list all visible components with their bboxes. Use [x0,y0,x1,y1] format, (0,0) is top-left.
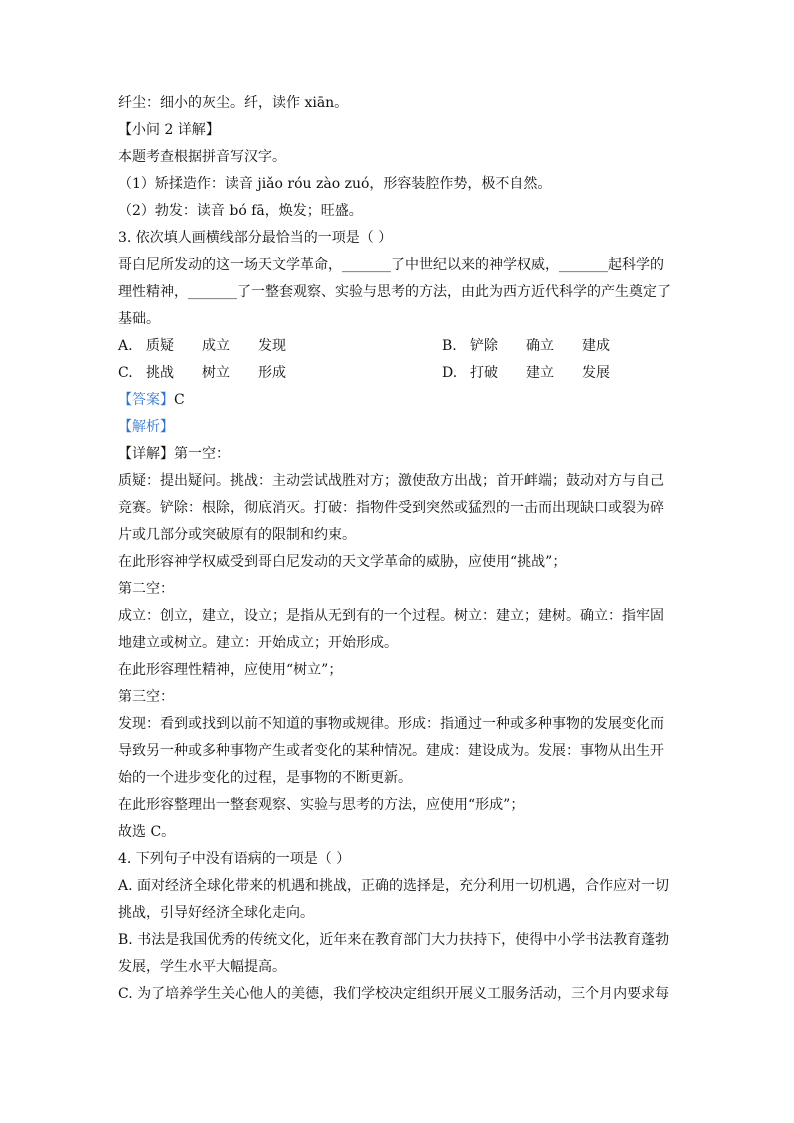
explanation-line: 竞赛。铲除：根除，彻底消灭。打破：指物件受到突然或猛烈的一击而出现缺口或裂为碎 [118,500,664,516]
q3-options-row-2 [118,360,676,387]
q4-stem: 4. 下列句子中没有语病的一项是（ ） [118,851,351,867]
detail-line [118,441,676,468]
explanation-line: 在此形容理性精神，应使用“树立”； [118,662,343,678]
answer-line [118,387,676,414]
explanation-line: 导致另一种或多种事物产生或者变化的某种情况。建成：建设成为。发展：事物从出生开 [118,743,664,759]
detail-first-blank: 第一空： [174,446,230,462]
detail-tag: 【详解】 [118,446,174,462]
option-word: 成立 [202,338,230,354]
q4-line: B. 书法是我国优秀的传统文化，近年来在教育部门大力扶持下，使得中小学书法教育蓬勃 [118,932,670,948]
option-b [442,333,638,360]
option-word: 建成 [582,338,610,354]
q3-stem: 3. 依次填人画横线部分最恰当的一项是（ ） [118,230,393,246]
option-c [118,360,442,387]
option-word: 发展 [582,365,610,381]
explanation-line: 地建立或树立。建立：开始成立；开始形成。 [118,635,398,651]
explanation-line: 成立：创立，建立，设立；是指从无到有的一个过程。树立：建立；建树。确立：指牢固 [118,608,664,624]
option-letter: A. [118,338,133,354]
option-word: 树立 [202,365,230,381]
option-word: 铲除 [470,338,498,354]
analysis-tag: 【解析】 [118,419,174,435]
explanation-line: 始的一个进步变化的过程，是事物的不断更新。 [118,770,412,786]
explanation-line: 在此形容神学权威受到哥白尼发动的天文学革命的威胁，应使用“挑战”； [118,554,567,570]
option-letter: B. [442,338,457,354]
q3-passage-line: 理性精神，_______了一整套观察、实验与思考的方法，由此为西方近代科学的产生奠定了 [118,284,671,300]
answer-tag: 【答案】 [118,392,174,408]
option-letter: C. [118,365,133,381]
option-word: 形成 [258,365,286,381]
definition-line: 纤尘：细小的灰尘。纤，读作 xiān。 [118,95,349,111]
explanation-line: 在此形容整理出一整套观察、实验与思考的方法，应使用“形成”； [118,797,525,813]
q2-item-1: （1）矫揉造作：读音 jiǎo róu zào zuó，形容装腔作势，极不自然。 [118,176,552,192]
option-word: 建立 [526,365,554,381]
option-word: 质疑 [146,338,174,354]
q4-line: A. 面对经济全球化带来的机遇和挑战，正确的选择是，充分利用一切机遇，合作应对一切 [118,878,670,894]
option-word: 打破 [470,365,498,381]
option-letter: D. [442,365,458,381]
analysis-line [118,414,676,441]
q4-line: 发展，学生水平大幅提高。 [118,959,286,975]
document-page [118,90,676,1008]
explanation-line: 片或几部分或突破原有的限制和约束。 [118,527,356,543]
explanation-line: 发现：看到或找到以前不知道的事物或规律。形成：指通过一种或多种事物的发展变化而 [118,716,664,732]
option-word: 挑战 [146,365,174,381]
q2-bracket-left: 【 [118,122,132,138]
q3-options-row-1 [118,333,676,360]
explanation-line: 第三空： [118,689,174,705]
q3-passage-line: 哥白尼所发动的这一场天文学革命，_______了中世纪以来的神学权威，_______起科学的 [118,257,664,273]
explanation-line: 质疑：提出疑问。挑战：主动尝试战胜对方；激使敌方出战；首开衅端；鼓动对方与自己 [118,473,664,489]
option-word: 发现 [258,338,286,354]
explanation-line: 第二空： [118,581,174,597]
q2-heading-text: 小问 2 详解 [132,122,206,138]
q4-line: 挑战，引导好经济全球化走向。 [118,905,314,921]
option-word: 确立 [526,338,554,354]
q4-line: C. 为了培养学生关心他人的美德，我们学校决定组织开展义工服务活动，三个月内要求每 [118,986,670,1002]
q2-item-2: （2）勃发：读音 bó fā，焕发；旺盛。 [118,203,363,219]
option-a [118,333,442,360]
q2-description: 本题考查根据拼音写汉字。 [118,149,286,165]
q2-bracket-right: 】 [205,122,220,138]
q2-heading [118,117,676,144]
answer-value: C [174,392,185,408]
q3-passage-line: 基础。 [118,311,160,327]
explanation-line: 故选 C。 [118,824,176,840]
option-d [442,360,638,387]
